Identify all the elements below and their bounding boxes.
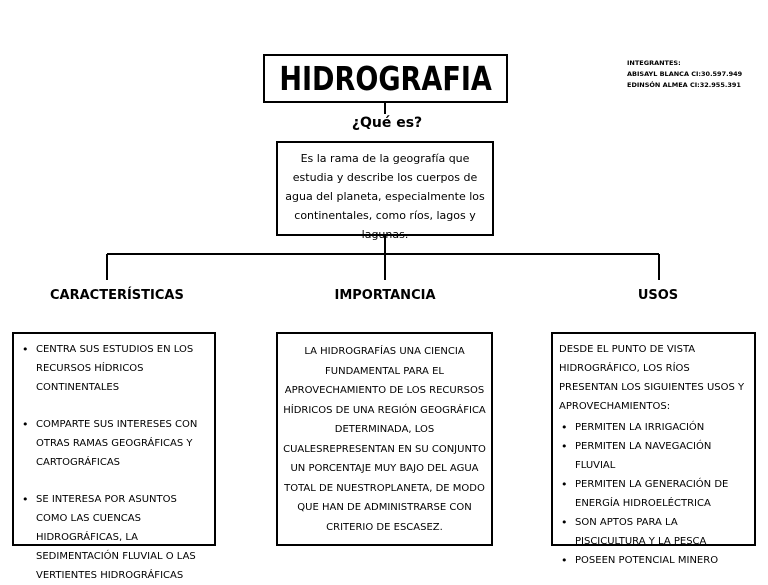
definition-box: [276, 141, 494, 241]
heading-usos: USOS: [637, 288, 679, 303]
question-label: ¿Qué es?: [351, 115, 423, 131]
list-item: • POSEEN POTENCIAL MINERO: [559, 551, 748, 570]
page-title: HIDROGRAFIA: [279, 59, 492, 98]
caracteristicas-list: [20, 340, 208, 585]
list-item: • PERMITEN LA NAVEGACIÓN FLUVIAL: [559, 437, 748, 475]
heading-importancia: IMPORTANCIA: [334, 288, 436, 303]
definition-text: Es la rama de la geografía que estudia y describe los cuerpos de agua del planeta, especialmente los continentales, como ríos, lagos y lagunas.: [285, 152, 485, 241]
members-heading: INTEGRANTES:: [627, 59, 681, 67]
list-item: • PERMITEN LA IRRIGACIÓN: [559, 418, 748, 437]
member-name: ABISAYL BLANCA CI:30.597.949: [627, 70, 743, 78]
list-item: • SE INTERESA POR ASUNTOS COMO LAS CUENCAS HIDROGRÁFICAS, LA SEDIMENTACIÓN FLUVIAL O LAS VERTIENTES HIDROGRÁFICAS: [20, 490, 208, 585]
caracteristicas-box: [12, 332, 216, 581]
list-item: • PERMITEN LA GENERACIÓN DE ENERGÍA HIDROELÉCTRICA: [559, 475, 748, 513]
heading-caracteristicas: CARACTERÍSTICAS: [50, 288, 184, 303]
usos-intro: DESDE EL PUNTO DE VISTA HIDROGRÁFICO, LOS RÍOS PRESENTAN LOS SIGUIENTES USOS Y APROVECHAMIENTOS:: [559, 344, 745, 412]
member-name: EDINSÓN ALMEA CI:32.955.391: [627, 81, 741, 89]
list-item: • SON APTOS PARA LA PISCICULTURA Y LA PESCA: [559, 513, 748, 551]
list-item: • CENTRA SUS ESTUDIOS EN LOS RECURSOS HÍDRICOS CONTINENTALES: [20, 340, 208, 397]
list-item: • COMPARTE SUS INTERESES CON OTRAS RAMAS GEOGRÁFICAS Y CARTOGRÁFICAS: [20, 415, 208, 472]
members-block: [627, 58, 742, 91]
title-box: [263, 54, 508, 103]
importancia-text: LA HIDROGRAFÍAS UNA CIENCIA FUNDAMENTAL PARA EL APROVECHAMIENTO DE LOS RECURSOS HÍDRICOS DE UNA REGIÓN GEOGRÁFICA DETERMINADA, LOS CUALESREPRESENTAN EN SU CONJUNTO UN PORCENTAJE MUY BAJO DEL AGUA TOTAL DE NUESTROPLANETA, DE MODO QUE HAN DE ADMINISTRARSE CON CRITERIO DE ESCASEZ.: [283, 346, 486, 533]
usos-list: [559, 418, 748, 570]
usos-box: [551, 332, 756, 566]
importancia-box: [276, 332, 493, 546]
